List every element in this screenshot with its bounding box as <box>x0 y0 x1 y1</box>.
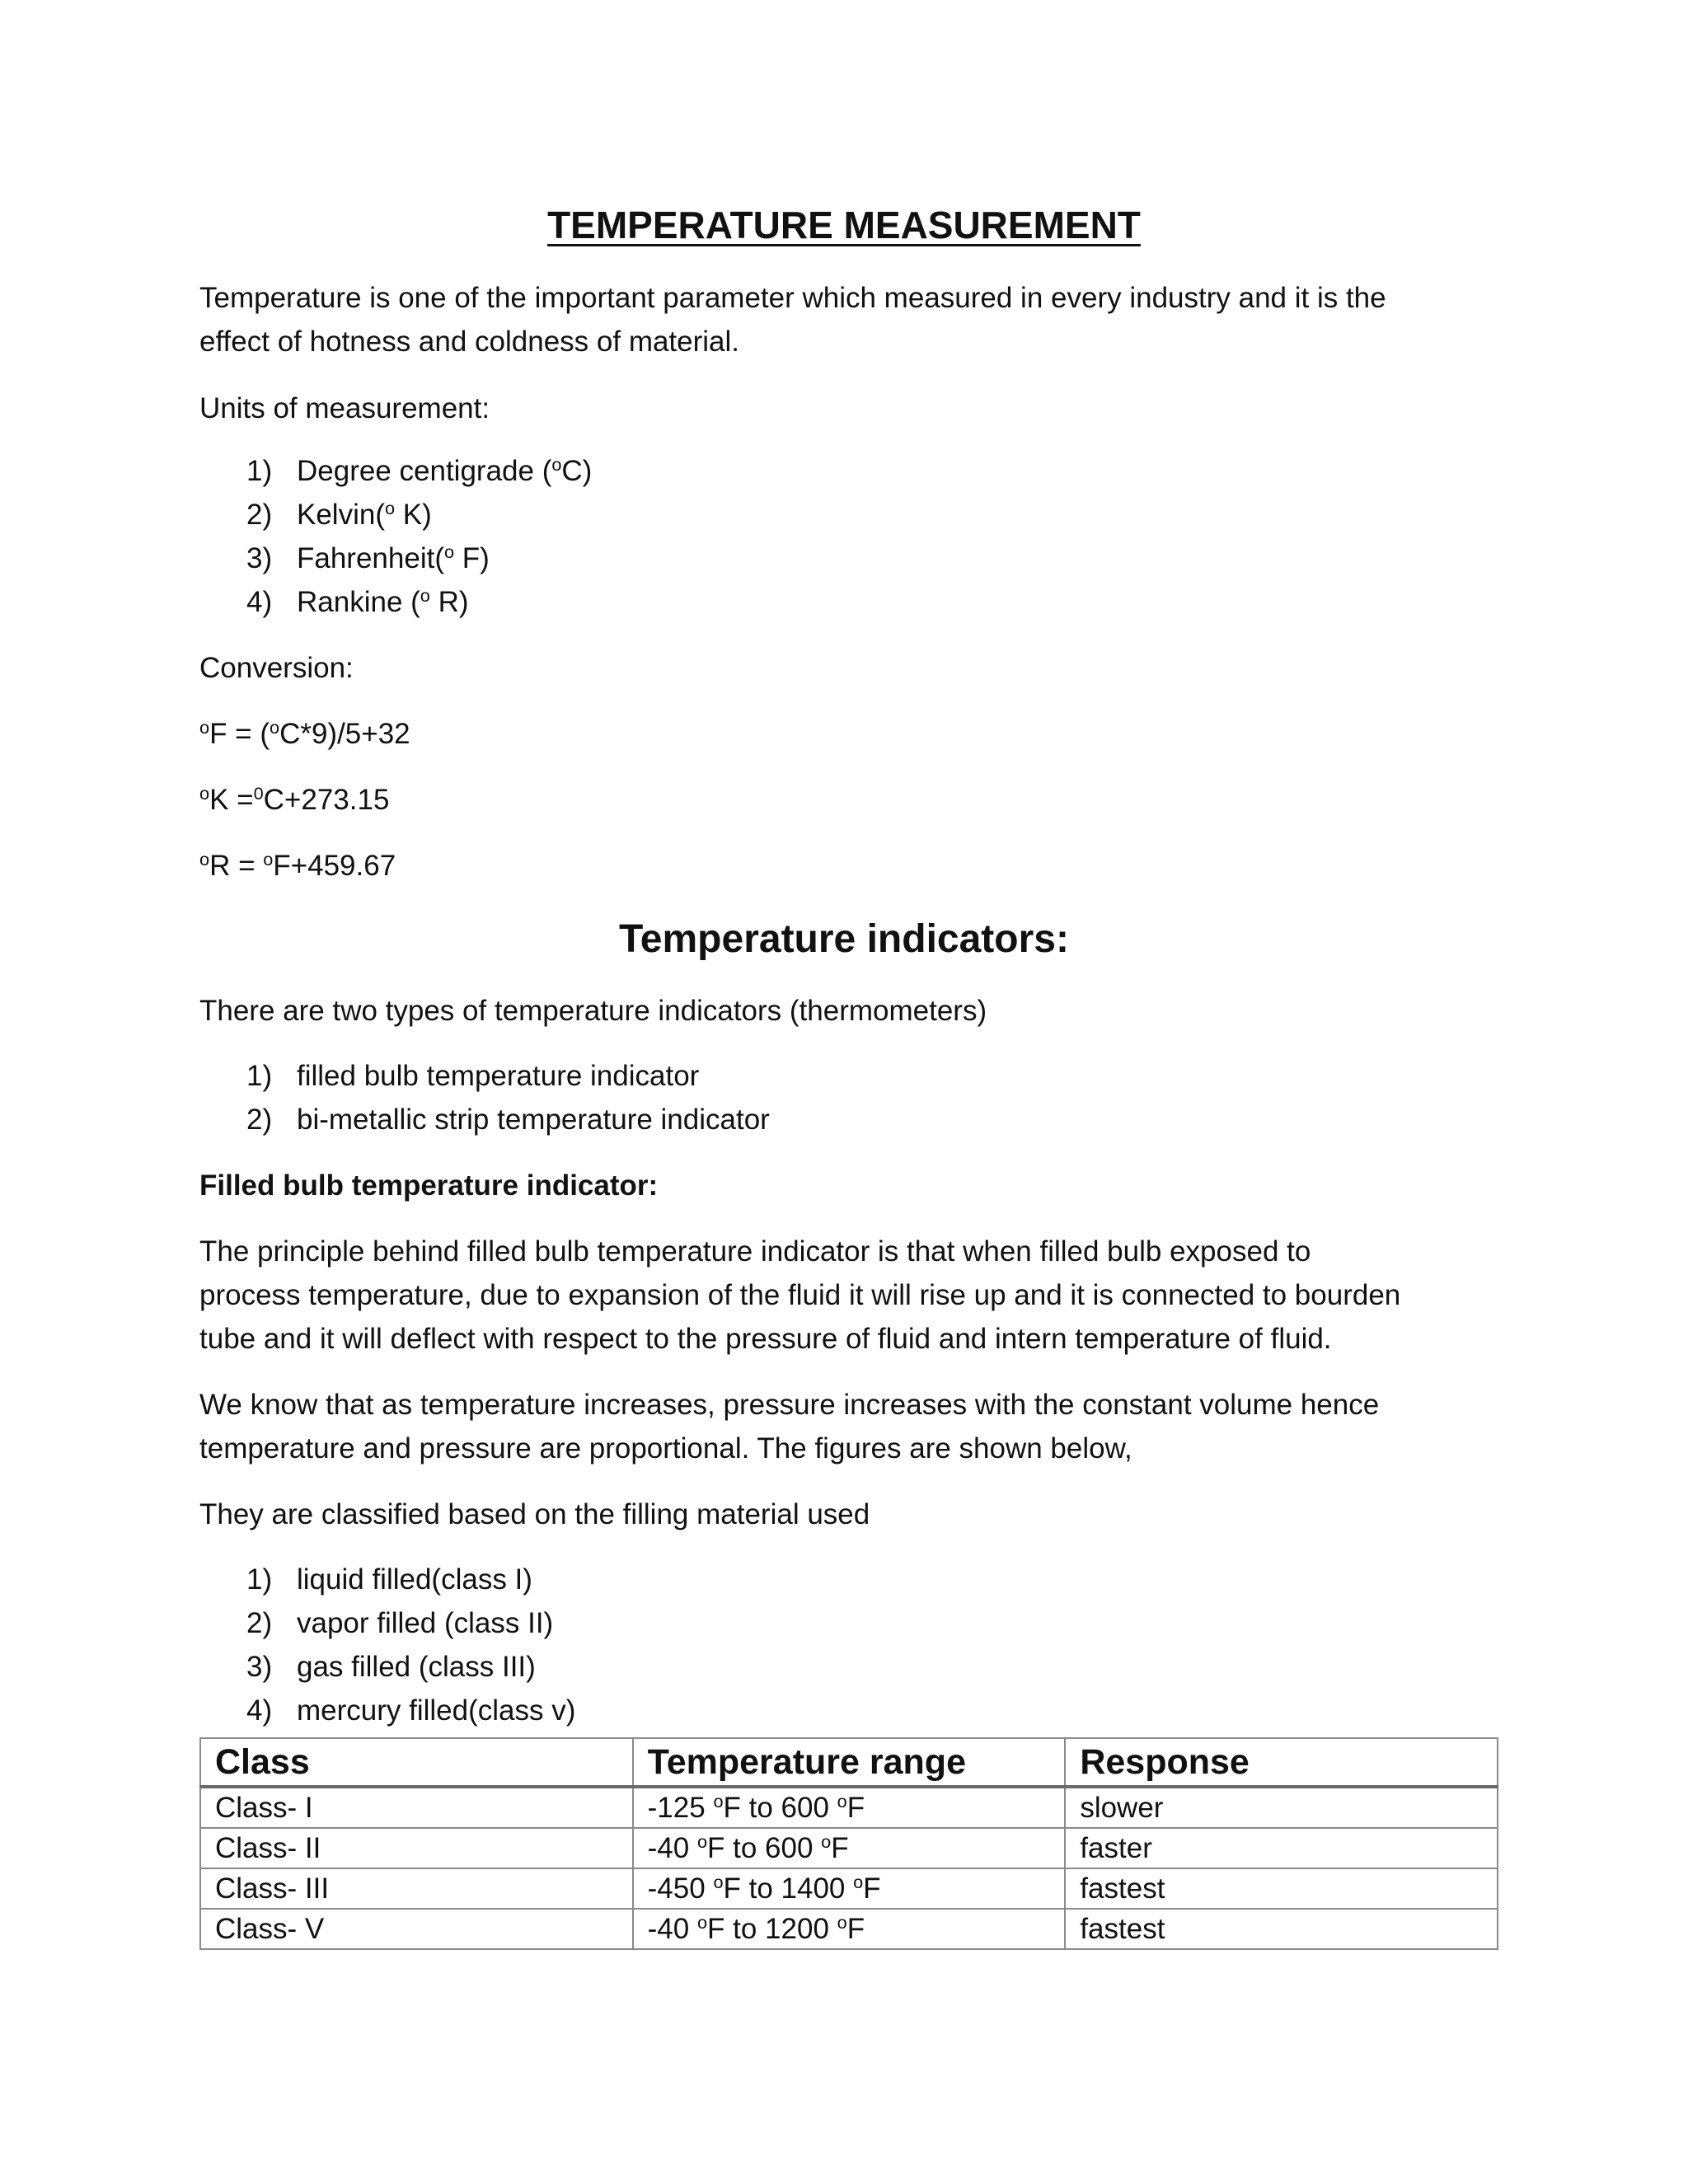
class-cell: Class- I <box>200 1787 633 1828</box>
intro-line: effect of hotness and coldness of material. <box>199 326 740 358</box>
list-item <box>246 1054 988 1098</box>
list-item <box>246 449 988 493</box>
list-number: 2) <box>246 499 273 531</box>
list-item <box>246 493 988 537</box>
table-row <box>200 1787 1498 1828</box>
response-cell: fastest <box>1065 1909 1498 1949</box>
list-item-text: filled bulb temperature indicator <box>297 1060 700 1092</box>
range-cell: -125 $^o$F to 600 $^o$F <box>633 1787 1066 1828</box>
response-cell: faster <box>1065 1828 1498 1868</box>
paragraph-line: temperature and pressure are proportional. The figures are shown below, <box>199 1432 1132 1465</box>
classes-list <box>246 1558 988 1732</box>
unit-label: Degree centigrade ($^o$C) <box>297 454 593 487</box>
list-item <box>246 1098 988 1141</box>
paragraph-line: process temperature, due to expansion of the fluid it will rise up and it is connected to bourden <box>199 1279 1401 1311</box>
list-item-text: vapor filled (class II) <box>297 1607 554 1639</box>
units-heading: Units of measurement: <box>199 392 490 424</box>
conversion-heading: Conversion: <box>199 652 354 684</box>
class-cell: Class- III <box>200 1868 633 1909</box>
range-cell: -450 $^o$F to 1400 $^o$F <box>633 1868 1066 1909</box>
column-header: Class <box>200 1738 633 1787</box>
list-number: 1) <box>246 1060 273 1092</box>
class-cell: Class- V <box>200 1909 633 1949</box>
response-cell: slower <box>1065 1787 1498 1828</box>
list-item <box>246 1645 988 1689</box>
intro-paragraph <box>199 276 1386 363</box>
list-item-text: liquid filled(class I) <box>297 1563 532 1596</box>
range-cell: -40 $^o$F to 600 $^o$F <box>633 1828 1066 1868</box>
list-item-text: bi-metallic strip temperature indicator <box>297 1104 770 1136</box>
table-row <box>200 1868 1498 1909</box>
class-range-table <box>199 1737 1498 1950</box>
list-item <box>246 580 988 624</box>
subsection-heading: Filled bulb temperature indicator: <box>199 1169 659 1202</box>
list-item <box>246 1689 988 1732</box>
list-number: 2) <box>246 1104 273 1136</box>
list-number: 4) <box>246 586 273 618</box>
list-number: 3) <box>246 1651 273 1683</box>
unit-label: Kelvin($^o$ K) <box>297 498 432 531</box>
conversion-formula: $^o$K =$^0$C+273.15 <box>199 783 390 816</box>
unit-label: Rankine ($^o$ R) <box>297 585 469 618</box>
page-title: TEMPERATURE MEASUREMENT <box>547 204 1141 246</box>
indicator-types-list <box>246 1054 988 1141</box>
class-cell: Class- II <box>200 1828 633 1868</box>
list-item-text: mercury filled(class v) <box>297 1694 576 1727</box>
paragraph-line: tube and it will deflect with respect to the pressure of fluid and intern temperature of fluid. <box>199 1323 1332 1355</box>
list-number: 3) <box>246 542 273 574</box>
table-row <box>200 1909 1498 1949</box>
list-item <box>246 537 988 580</box>
list-item <box>246 1558 988 1601</box>
list-number: 4) <box>246 1694 273 1727</box>
paragraph-line: We know that as temperature increases, pressure increases with the constant volume hence <box>199 1389 1380 1421</box>
table-header-row <box>200 1738 1498 1787</box>
list-number: 2) <box>246 1607 273 1639</box>
units-list <box>246 449 988 624</box>
table-row <box>200 1828 1498 1868</box>
range-cell: -40 $^o$F to 1200 $^o$F <box>633 1909 1066 1949</box>
paragraph-line: The principle behind filled bulb temperature indicator is that when filled bulb exposed to <box>199 1235 1311 1268</box>
conversion-formula: $^o$R = $^o$F+459.67 <box>199 849 396 882</box>
intro-line: Temperature is one of the important parameter which measured in every industry and it is the <box>199 282 1386 314</box>
principle-paragraph <box>199 1230 1400 1361</box>
list-item-text: gas filled (class III) <box>297 1651 536 1683</box>
classified-text: They are classified based on the filling material used <box>199 1498 870 1530</box>
list-number: 1) <box>246 1563 273 1596</box>
column-header: Temperature range <box>633 1738 1066 1787</box>
indicators-intro: There are two types of temperature indicators (thermometers) <box>199 995 987 1027</box>
pressure-paragraph <box>199 1383 1379 1470</box>
conversion-formula: $^o$F = ($^o$C*9)/5+32 <box>199 717 410 750</box>
list-number: 1) <box>246 455 273 487</box>
list-item <box>246 1601 988 1645</box>
response-cell: fastest <box>1065 1868 1498 1909</box>
column-header: Response <box>1065 1738 1498 1787</box>
section-heading: Temperature indicators: <box>619 917 1069 961</box>
unit-label: Fahrenheit($^o$ F) <box>297 541 490 574</box>
